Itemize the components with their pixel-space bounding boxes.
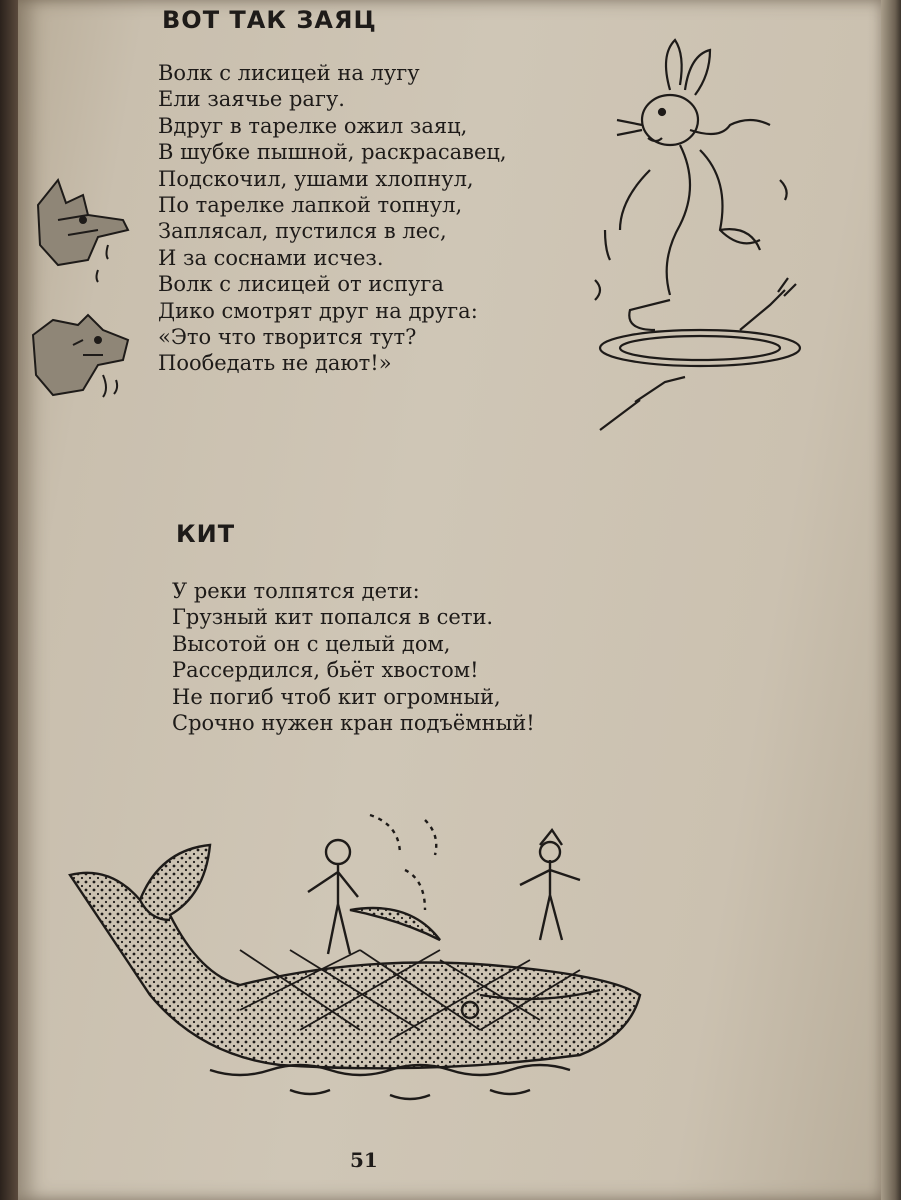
poem-line: Волк с лисицей на лугу [158, 61, 420, 85]
poem-line: Срочно нужен кран подъёмный! [172, 711, 535, 736]
poem-line: Не погиб чтоб кит огромный, [172, 684, 501, 709]
poem-title-hare: ВОТ ТАК ЗАЯЦ [162, 6, 377, 34]
poem-line: Грузный кит попался в сети. [172, 605, 494, 630]
poem-line: Рассердился, бьёт хвостом! [172, 658, 479, 683]
poem-line: Заплясал, пустился в лес, [158, 219, 447, 244]
poem-body-hare [158, 60, 507, 377]
poem-line: «Это что творится тут? [158, 325, 417, 350]
poem-line: Пообедать не дают!» [158, 351, 392, 376]
poem-line: И за соснами исчез. [158, 245, 384, 270]
poem-line: Вдруг в тарелке ожил заяц, [158, 113, 468, 138]
poem-line: По тарелке лапкой топнул, [158, 193, 463, 218]
poem-line: В шубке пышной, раскрасавец, [158, 140, 507, 165]
poem-line: У реки толпятся дети: [172, 579, 420, 603]
poem-line: Дико смотрят друг на друга: [158, 298, 478, 323]
poem-body-whale [172, 578, 535, 736]
poem-line: Волк с лисицей от испуга [158, 272, 444, 297]
page-number: 51 [350, 1148, 378, 1172]
page-edge [881, 0, 901, 1200]
poem-line: Высотой он с целый дом, [172, 631, 451, 656]
hare-on-plate-icon [590, 30, 810, 440]
poem-title-whale: КИТ [176, 520, 236, 548]
poem-line: Ели заячье рагу. [158, 87, 345, 112]
wolf-fox-icon [28, 175, 138, 435]
whale-with-children-icon [60, 800, 680, 1130]
poem-line: Подскочил, ушами хлопнул, [158, 166, 474, 191]
